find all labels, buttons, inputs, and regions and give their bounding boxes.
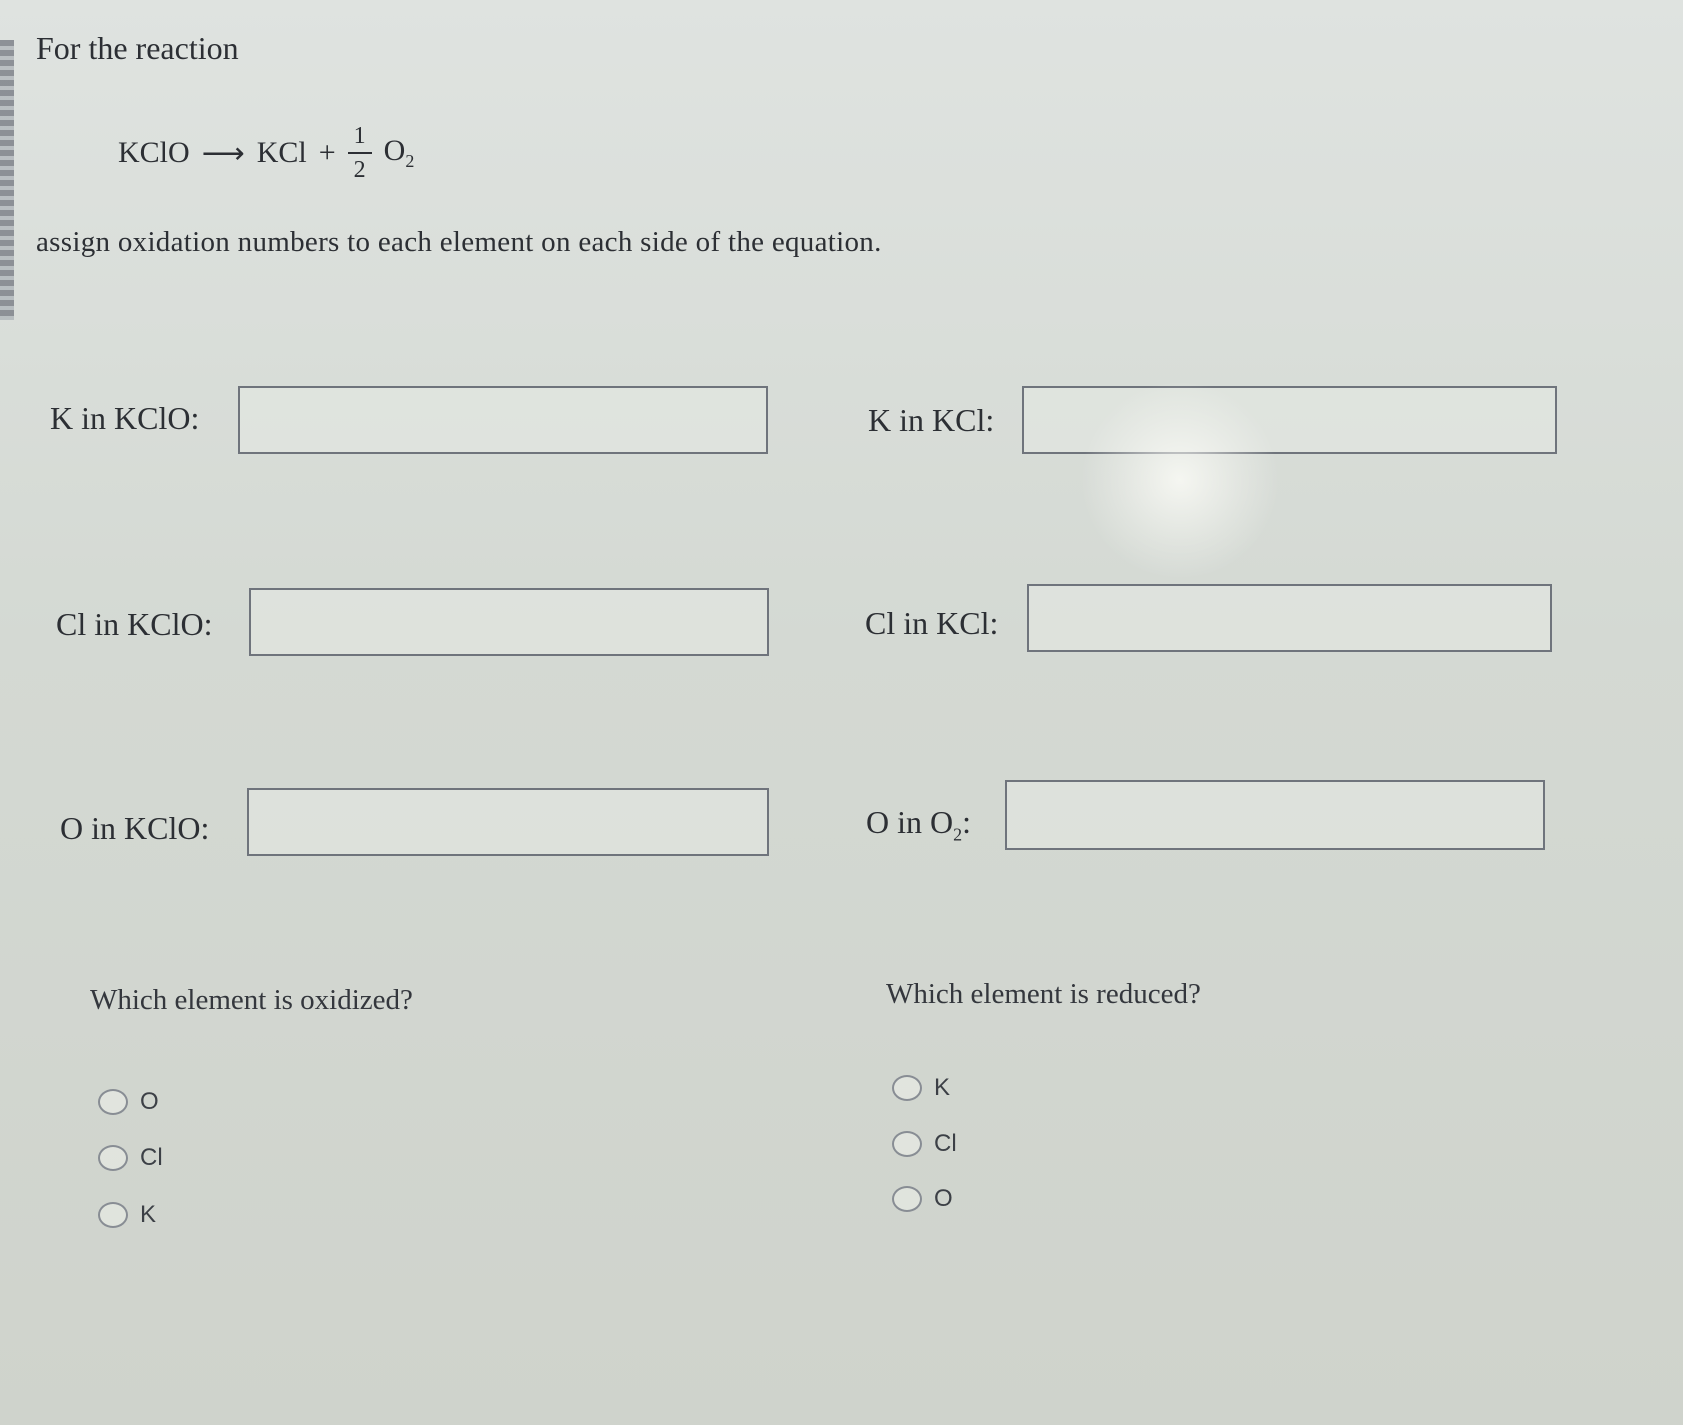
option-label: O: [140, 1088, 159, 1115]
cl-in-kcl-label: Cl in KCl:: [865, 605, 999, 641]
reduced-question: Which element is reduced?: [886, 978, 1201, 1010]
k-in-kclo-label: K in KClO:: [50, 400, 200, 436]
reactant: KClO: [118, 136, 190, 169]
reaction-equation: [118, 108, 414, 198]
k-in-kcl-label: K in KCl:: [868, 402, 995, 438]
fraction-bar: [348, 152, 372, 154]
o2-base: O: [383, 134, 406, 167]
intro-text: For the reaction: [36, 30, 239, 66]
oxidized-option-k[interactable]: [98, 1201, 156, 1229]
k-in-kclo-input[interactable]: [238, 386, 768, 454]
oxidized-option-o[interactable]: [98, 1088, 159, 1116]
o-in-kclo-input[interactable]: [247, 788, 769, 856]
o2-subscript: 2: [405, 151, 415, 171]
oxidized-question: Which element is oxidized?: [90, 984, 413, 1016]
o-in-o2-label-subscript: 2: [953, 824, 963, 845]
radio-button-icon[interactable]: [892, 1186, 922, 1212]
o-in-kclo-label: O in KClO:: [60, 810, 210, 846]
o-in-o2-label-suffix: :: [962, 804, 971, 840]
k-in-kcl-input[interactable]: [1022, 386, 1557, 454]
radio-button-icon[interactable]: [98, 1202, 128, 1228]
option-label: Cl: [140, 1144, 163, 1171]
option-label: K: [934, 1074, 951, 1101]
reduced-option-o[interactable]: [892, 1185, 953, 1213]
coefficient-fraction: [348, 124, 372, 182]
reduced-option-k[interactable]: [892, 1074, 950, 1102]
o-in-o2-label-prefix: O in O: [866, 804, 954, 840]
option-label: O: [934, 1185, 953, 1212]
cl-in-kcl-input[interactable]: [1027, 584, 1552, 652]
plus-sign: +: [318, 136, 336, 169]
cl-in-kclo-label: Cl in KClO:: [56, 606, 213, 642]
option-label: K: [140, 1201, 157, 1228]
o-in-o2-input[interactable]: [1005, 780, 1545, 850]
radio-button-icon[interactable]: [98, 1089, 128, 1115]
product-o2: [384, 134, 415, 172]
radio-button-icon[interactable]: [892, 1075, 922, 1101]
oxidized-option-cl[interactable]: [98, 1144, 163, 1172]
product-kcl: KCl: [256, 136, 307, 169]
o-in-o2-label: [866, 804, 971, 845]
browser-edge-strip: [0, 40, 14, 320]
cl-in-kclo-input[interactable]: [249, 588, 769, 656]
reaction-arrow: ⟶: [201, 136, 245, 170]
radio-button-icon[interactable]: [98, 1145, 128, 1171]
radio-button-icon[interactable]: [892, 1131, 922, 1157]
fraction-numerator: 1: [353, 123, 366, 149]
instruction-text: assign oxidation numbers to each element on each side of the equation.: [36, 226, 882, 258]
reduced-option-cl[interactable]: [892, 1130, 957, 1158]
option-label: Cl: [934, 1130, 957, 1157]
fraction-denominator: 2: [353, 157, 366, 183]
